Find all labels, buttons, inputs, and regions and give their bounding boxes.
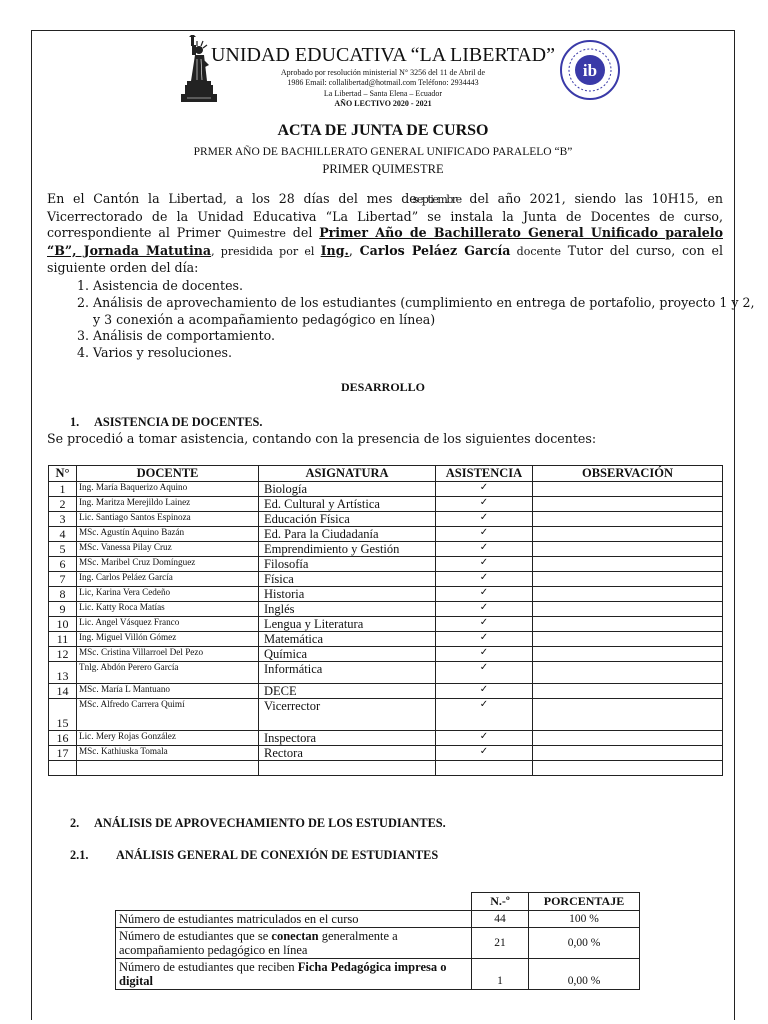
- intro-month: septiembre: [412, 193, 461, 206]
- empty-cell: [77, 761, 259, 776]
- row-observacion: [533, 482, 723, 497]
- document-page: [31, 30, 755, 1020]
- empty-cell: [436, 761, 533, 776]
- row-docente: Lic. Angel Vásquez Franco: [77, 617, 259, 632]
- row-asignatura: Educación Física: [259, 512, 436, 527]
- row-observacion: [533, 527, 723, 542]
- row-docente: Ing. Maritza Merejildo Lainez: [77, 497, 259, 512]
- section1-number: 1.: [70, 415, 80, 429]
- row-number: 17: [49, 746, 77, 761]
- empty-cell: [259, 761, 436, 776]
- row-asistencia-check: ✓: [436, 632, 533, 647]
- row-number: 11: [49, 632, 77, 647]
- col-header-asignatura: ASIGNATURA: [259, 466, 436, 482]
- table-row: [49, 699, 723, 731]
- row-asignatura: Filosofía: [259, 557, 436, 572]
- row-number: 2: [49, 497, 77, 512]
- row-docente: MSc. Vanessa Pilay Cruz: [77, 542, 259, 557]
- row-docente: Lic. Katty Roca Matías: [77, 602, 259, 617]
- teachers-table-body: [49, 482, 723, 776]
- row-observacion: [533, 632, 723, 647]
- row-label: [116, 928, 472, 959]
- section2-title: ANÁLISIS DE APROVECHAMIENTO DE LOS ESTUDIANTES.: [94, 816, 446, 830]
- row-number: 14: [49, 684, 77, 699]
- row-asistencia-check: ✓: [436, 699, 533, 731]
- intro-course: Primer Año de Bachillerato General Unificado paralelo “B”, Jornada Matutina: [47, 225, 723, 258]
- row-number: 8: [49, 587, 77, 602]
- row-docente: Tnlg. Abdón Perero García: [77, 662, 259, 684]
- students-connection-table: [115, 892, 640, 990]
- row-asistencia-check: ✓: [436, 482, 533, 497]
- row-number: 6: [49, 557, 77, 572]
- intro-paragraph: [47, 191, 723, 277]
- label-text: acompañamiento pedagógico en línea: [119, 943, 308, 957]
- row-asistencia-check: ✓: [436, 497, 533, 512]
- document-title: ACTA DE JUNTA DE CURSO: [277, 122, 489, 139]
- table-row: [49, 632, 723, 647]
- row-docente: Ing. Miguel Villón Gómez: [77, 632, 259, 647]
- table-row: [49, 512, 723, 527]
- label-bold: Ficha Pedagógica impresa o digital: [119, 960, 447, 988]
- row-number: 12: [49, 647, 77, 662]
- agenda-item: 1. Asistencia de docentes.: [93, 278, 763, 295]
- empty-row: [49, 761, 723, 776]
- table-row: [49, 731, 723, 746]
- label-text: generalmente a: [318, 929, 398, 943]
- row-observacion: [533, 557, 723, 572]
- row-docente: Lic. Santiago Santos Espinoza: [77, 512, 259, 527]
- row-number: 13: [49, 662, 77, 684]
- row-observacion: [533, 572, 723, 587]
- row-asistencia-check: ✓: [436, 542, 533, 557]
- row-observacion: [533, 602, 723, 617]
- intro-text: del año 2021, siendo las 10H15, en Vicerrectorado de la Unidad Educativa “La Libertad” se instala la Junta de Docentes de curso, correspondiente al Primer: [47, 191, 723, 240]
- table-row: [49, 572, 723, 587]
- course-subtitle: PRMER AÑO DE BACHILLERATO GENERAL UNIFICADO PARALELO “B”: [193, 146, 573, 158]
- row-number: 9: [49, 602, 77, 617]
- row-docente: Ing. Carlos Peláez García: [77, 572, 259, 587]
- col-header-asistencia: ASISTENCIA: [436, 466, 533, 482]
- table-row: [49, 497, 723, 512]
- row-observacion: [533, 587, 723, 602]
- row-observacion: [533, 497, 723, 512]
- row-label: [116, 959, 472, 990]
- row-observacion: [533, 512, 723, 527]
- intro-text: ,: [348, 242, 360, 258]
- intro-text: Tutor del curso, con el siguiente orden del día:: [47, 242, 723, 275]
- desarrollo-heading: DESARROLLO: [340, 380, 426, 394]
- row-asignatura: Biología: [259, 482, 436, 497]
- section1-title: ASISTENCIA DE DOCENTES.: [94, 415, 263, 429]
- section1-text: Se procedió a tomar asistencia, contando con la presencia de los siguientes docentes:: [47, 431, 597, 446]
- row-docente: Lic, Karina Vera Cedeño: [77, 587, 259, 602]
- row-count: 21: [472, 928, 529, 959]
- row-asignatura: Historia: [259, 587, 436, 602]
- table-row: [49, 587, 723, 602]
- row-asignatura: Química: [259, 647, 436, 662]
- approval-line: Aprobado por resolución ministerial N° 3256 del 11 de Abril de: [280, 68, 486, 77]
- row-observacion: [533, 617, 723, 632]
- row-asignatura: Ed. Para la Ciudadanía: [259, 527, 436, 542]
- row-observacion: [533, 731, 723, 746]
- agenda-list: [47, 278, 763, 362]
- ib-letters: ib: [582, 61, 598, 80]
- row-asistencia-check: ✓: [436, 684, 533, 699]
- intro-text: del: [285, 225, 320, 240]
- table-row: [49, 662, 723, 684]
- empty-cell: [49, 761, 77, 776]
- label-bold: conectan: [271, 929, 319, 943]
- row-asignatura: Rectora: [259, 746, 436, 761]
- col-header-docente: DOCENTE: [77, 466, 259, 482]
- location-line: La Libertad – Santa Elena – Ecuador: [323, 89, 443, 98]
- col-header-n: N.-º: [472, 893, 529, 911]
- row-asignatura: Vicerrector: [259, 699, 436, 731]
- col-header-observacion: OBSERVACIÓN: [533, 466, 723, 482]
- table-row: [49, 482, 723, 497]
- row-label: Número de estudiantes matriculados en el curso: [116, 911, 472, 928]
- term-subtitle: PRIMER QUIMESTRE: [322, 162, 444, 176]
- row-asignatura: Inglés: [259, 602, 436, 617]
- row-asistencia-check: ✓: [436, 662, 533, 684]
- row-asistencia-check: ✓: [436, 572, 533, 587]
- col-header-number: N°: [49, 466, 77, 482]
- row-asistencia-check: ✓: [436, 746, 533, 761]
- teachers-table: [48, 465, 723, 776]
- row-observacion: [533, 542, 723, 557]
- table-row: [49, 542, 723, 557]
- row-asistencia-check: ✓: [436, 602, 533, 617]
- empty-cell: [533, 761, 723, 776]
- table-row: [49, 647, 723, 662]
- row-asignatura: Inspectora: [259, 731, 436, 746]
- row-percent: 0,00 %: [529, 959, 640, 990]
- row-asignatura: Matemática: [259, 632, 436, 647]
- row-observacion: [533, 746, 723, 761]
- row-docente: MSc. Maribel Cruz Domínguez: [77, 557, 259, 572]
- row-asignatura: Lengua y Literatura: [259, 617, 436, 632]
- agenda-item: 3. Análisis de comportamiento.: [93, 328, 763, 345]
- row-asistencia-check: ✓: [436, 617, 533, 632]
- table-row: [49, 557, 723, 572]
- col-header-porcentaje: PORCENTAJE: [529, 893, 640, 911]
- table-row: [116, 959, 640, 990]
- row-asignatura: Ed. Cultural y Artística: [259, 497, 436, 512]
- label-text: Número de estudiantes que se: [119, 929, 272, 943]
- section21-number: 2.1.: [70, 848, 89, 862]
- row-percent: 0,00 %: [529, 928, 640, 959]
- row-number: 16: [49, 731, 77, 746]
- row-docente: Lic. Mery Rojas González: [77, 731, 259, 746]
- row-count: 44: [472, 911, 529, 928]
- section2-number: 2.: [70, 816, 80, 830]
- row-docente: MSc. Kathiuska Tomala: [77, 746, 259, 761]
- agenda-item: 4. Varios y resoluciones.: [93, 345, 763, 362]
- intro-tutor-name: Carlos Peláez García: [359, 242, 511, 258]
- intro-ing: Ing.: [320, 242, 349, 258]
- table-row: [49, 746, 723, 761]
- row-number: 5: [49, 542, 77, 557]
- intro-text: , presidida por el: [211, 244, 321, 258]
- row-asistencia-check: ✓: [436, 647, 533, 662]
- table-row: [116, 911, 640, 928]
- agenda-item: 2. Análisis de aprovechamiento de los estudiantes (cumplimiento en entrega de portafolio, proyecto 1 y 2, y 3 conexión a acompañamiento pedagógico en línea): [93, 295, 763, 329]
- row-asistencia-check: ✓: [436, 512, 533, 527]
- intro-text: En el Cantón la Libertad, a los 28 días del mes de: [47, 191, 417, 206]
- row-asistencia-check: ✓: [436, 587, 533, 602]
- empty-header-cell: [116, 893, 472, 911]
- row-number: 10: [49, 617, 77, 632]
- intro-term-word: Quimestre: [227, 227, 286, 240]
- row-asistencia-check: ✓: [436, 731, 533, 746]
- row-docente: MSc. Agustín Aquino Bazán: [77, 527, 259, 542]
- row-asignatura: Emprendimiento y Gestión: [259, 542, 436, 557]
- row-asignatura: Informática: [259, 662, 436, 684]
- row-observacion: [533, 647, 723, 662]
- table-row: [116, 928, 640, 959]
- school-year: AÑO LECTIVO 2020 - 2021: [334, 99, 432, 108]
- row-observacion: [533, 699, 723, 731]
- row-docente: Ing. María Baquerizo Aquino: [77, 482, 259, 497]
- row-asistencia-check: ✓: [436, 557, 533, 572]
- row-asignatura: DECE: [259, 684, 436, 699]
- section21-title: ANÁLISIS GENERAL DE CONEXIÓN DE ESTUDIANTES: [116, 848, 439, 862]
- row-asistencia-check: ✓: [436, 527, 533, 542]
- row-percent: 100 %: [529, 911, 640, 928]
- table-header-row: [116, 893, 640, 911]
- row-observacion: [533, 662, 723, 684]
- row-number: 3: [49, 512, 77, 527]
- row-count: 1: [472, 959, 529, 990]
- row-number: 7: [49, 572, 77, 587]
- label-text: Número de estudiantes que reciben: [119, 960, 298, 974]
- row-docente: MSc. Cristina Villarroel Del Pezo: [77, 647, 259, 662]
- row-docente: MSc. Alfredo Carrera Quimí: [77, 699, 259, 731]
- intro-docente-word: docente: [510, 244, 562, 258]
- row-observacion: [533, 684, 723, 699]
- row-number: 1: [49, 482, 77, 497]
- row-number: 15: [49, 699, 77, 731]
- table-row: [49, 602, 723, 617]
- table-row: [49, 527, 723, 542]
- contact-line: 1986 Email: collalibertad@hotmail.com Teléfono: 2934443: [287, 78, 479, 87]
- row-number: 4: [49, 527, 77, 542]
- table-header-row: [49, 466, 723, 482]
- table-row: [49, 684, 723, 699]
- school-name: UNIDAD EDUCATIVA “LA LIBERTAD”: [210, 44, 555, 66]
- row-asignatura: Física: [259, 572, 436, 587]
- table-row: [49, 617, 723, 632]
- row-docente: MSc. María L Mantuano: [77, 684, 259, 699]
